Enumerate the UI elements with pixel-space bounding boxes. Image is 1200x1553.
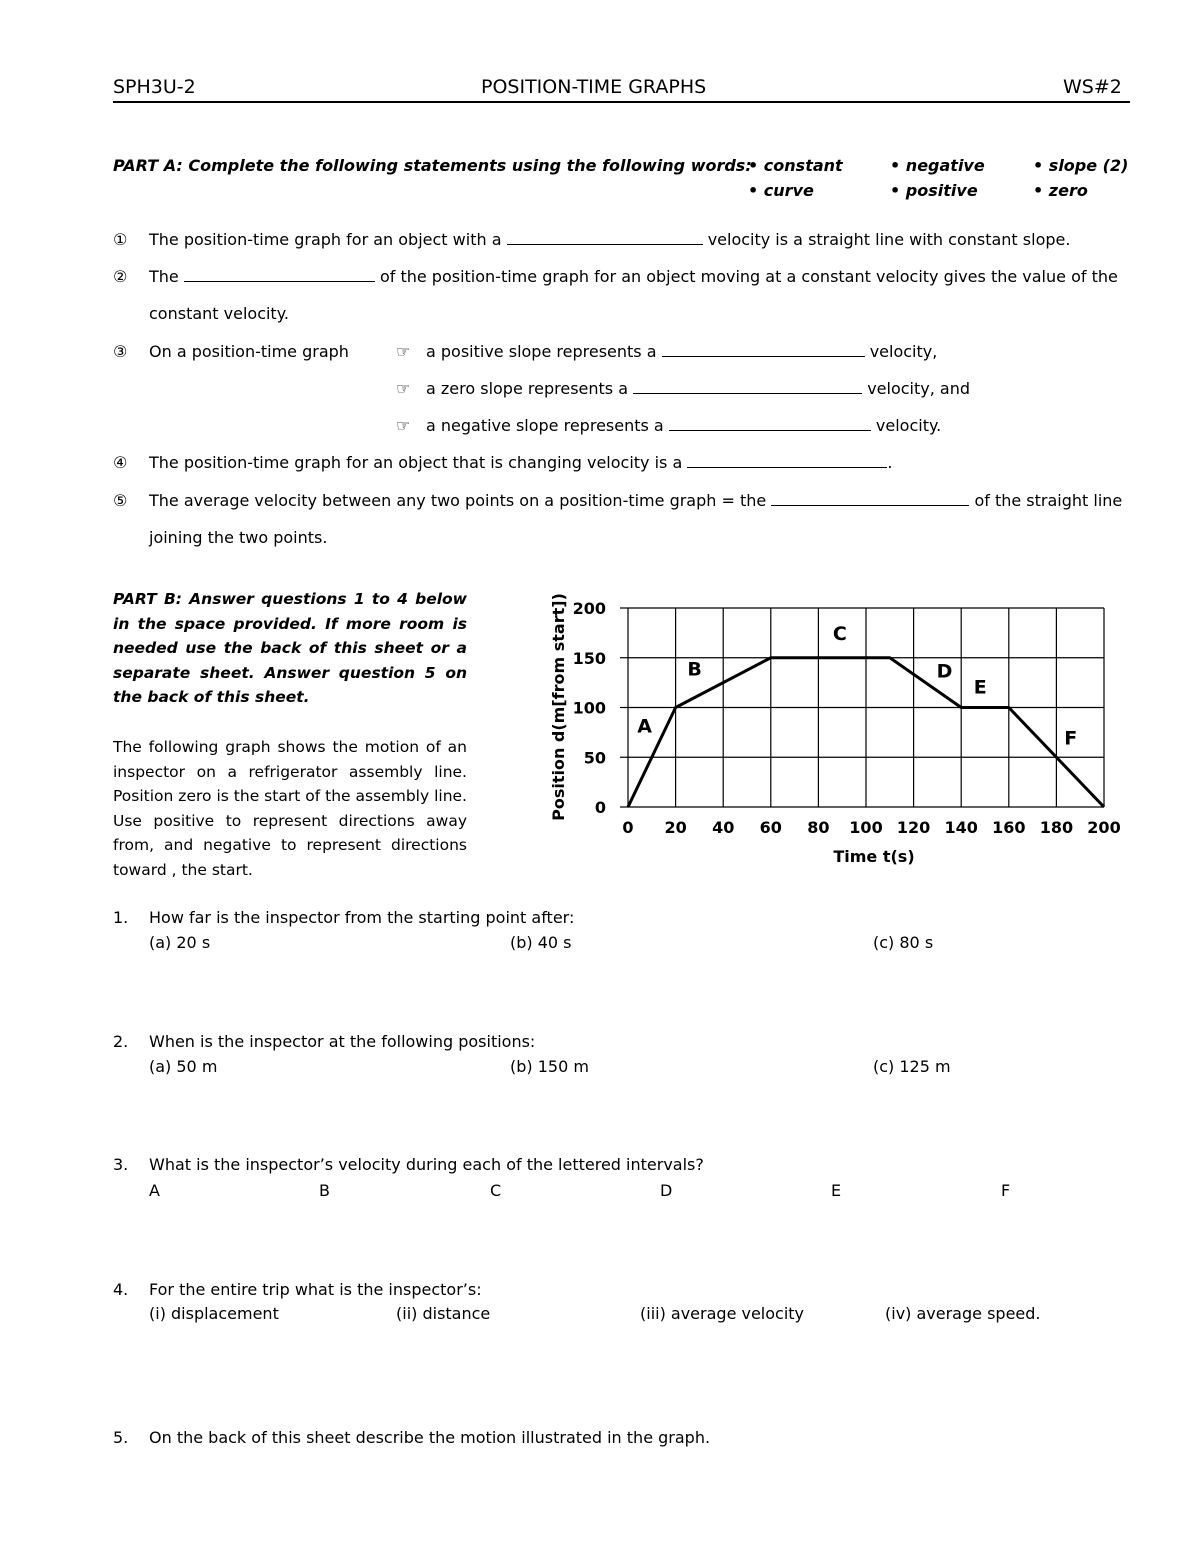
statement-1 xyxy=(149,230,1070,249)
pointing-hand-icon: ☞ xyxy=(396,379,411,398)
answer-blank-3c[interactable] xyxy=(669,416,871,431)
pointing-hand-icon: ☞ xyxy=(396,342,411,361)
graph-description: The following graph shows the motion of an inspector on a refrigerator assembly line. Position zero is the start of the assembly line. Use positive to represent directions away from, and negative to represent directions toward , the start. xyxy=(113,738,467,879)
position-time-graph xyxy=(540,590,1140,880)
question-3-interval-d: D xyxy=(660,1181,673,1200)
header-rule xyxy=(113,101,1130,103)
statement-3-line-1-text-a: a positive slope represents a xyxy=(426,342,657,361)
answer-blank-4[interactable] xyxy=(687,453,887,468)
statement-4 xyxy=(149,453,892,472)
statement-3-label: On a position-time graph xyxy=(149,342,349,361)
x-tick-label: 140 xyxy=(944,818,978,837)
question-2-part-c: (c) 125 m xyxy=(873,1057,951,1076)
question-2-number: 2. xyxy=(113,1032,129,1051)
pointing-hand-icon: ☞ xyxy=(396,416,411,435)
interval-label-d: D xyxy=(936,660,953,683)
y-tick-label: 50 xyxy=(583,748,606,768)
answer-blank-3a[interactable] xyxy=(662,342,865,357)
statement-3-line-1 xyxy=(426,342,937,361)
question-4-part-ii: (ii) distance xyxy=(396,1304,491,1323)
answer-blank-5[interactable] xyxy=(771,491,969,506)
statement-3-line-3-text-a: a negative slope represents a xyxy=(426,416,664,435)
statement-4-text-b: . xyxy=(887,453,893,472)
question-1-part-a: (a) 20 s xyxy=(149,933,211,952)
question-3-interval-e: E xyxy=(831,1181,842,1200)
statement-4-number: ④ xyxy=(113,453,128,472)
x-tick-label: 80 xyxy=(807,818,830,837)
course-code: SPH3U-2 xyxy=(113,76,196,98)
interval-label-b: B xyxy=(687,658,702,681)
worksheet-number: WS#2 xyxy=(1063,76,1122,98)
y-tick-label: 200 xyxy=(572,599,606,618)
question-3-number: 3. xyxy=(113,1155,129,1174)
x-tick-label: 160 xyxy=(992,818,1026,837)
question-5-number: 5. xyxy=(113,1428,129,1447)
x-tick-label: 0 xyxy=(622,818,634,837)
interval-label-f: F xyxy=(1064,727,1078,750)
statement-4-text-a: The position-time graph for an object that is changing velocity is a xyxy=(149,453,683,472)
statement-5-text-b: of the straight line xyxy=(974,491,1123,510)
part-b-intro: PART B: Answer questions 1 to 4 below in the space provided. If more room is needed use the back of this sheet or a separate sheet. Answer question 5 on the back of this sheet. xyxy=(113,590,467,706)
interval-label-a: A xyxy=(637,715,653,738)
statement-2-text-b: of the position-time graph for an object moving at a constant velocity gives the value of the xyxy=(379,267,1118,286)
y-tick-label: 0 xyxy=(594,798,606,817)
statement-3-line-2-text-b: velocity, and xyxy=(867,379,971,398)
x-tick-label: 200 xyxy=(1087,818,1121,837)
statement-2-text-c: constant velocity. xyxy=(149,304,289,323)
question-3-interval-a: A xyxy=(149,1181,160,1200)
question-1-number: 1. xyxy=(113,908,129,927)
question-4-part-i: (i) displacement xyxy=(149,1304,279,1323)
word-zero: • zero xyxy=(1033,181,1088,200)
answer-blank-2[interactable] xyxy=(184,267,375,282)
statement-3-line-2 xyxy=(426,379,970,398)
statement-2-number: ② xyxy=(113,267,128,286)
x-tick-label: 40 xyxy=(712,818,735,837)
statement-3-line-3 xyxy=(426,416,941,435)
question-4-number: 4. xyxy=(113,1280,129,1299)
statement-2 xyxy=(149,267,1118,286)
x-tick-label: 20 xyxy=(664,818,687,837)
statement-3-line-1-text-b: velocity, xyxy=(869,342,938,361)
y-tick-label: 150 xyxy=(572,648,606,668)
x-tick-label: 100 xyxy=(849,818,883,837)
word-negative: • negative xyxy=(890,156,985,175)
question-4-part-iii: (iii) average velocity xyxy=(640,1304,805,1323)
question-1-part-b: (b) 40 s xyxy=(510,933,572,952)
question-2-part-b: (b) 150 m xyxy=(510,1057,589,1076)
question-3-interval-c: C xyxy=(490,1181,502,1200)
statement-5-text-a: The average velocity between any two points on a position-time graph = the xyxy=(149,491,767,510)
statement-3-line-3-text-b: velocity. xyxy=(875,416,942,435)
answer-blank-1[interactable] xyxy=(507,230,703,245)
statement-1-text-b: velocity is a straight line with constant slope. xyxy=(707,230,1071,249)
statement-1-number: ① xyxy=(113,230,128,249)
question-1-part-c: (c) 80 s xyxy=(873,933,934,952)
statement-5-text-c: joining the two points. xyxy=(149,528,328,547)
question-5-text: On the back of this sheet describe the motion illustrated in the graph. xyxy=(149,1428,711,1447)
page-title: POSITION-TIME GRAPHS xyxy=(481,76,707,98)
question-3-interval-f: F xyxy=(1001,1181,1011,1200)
question-2-part-a: (a) 50 m xyxy=(149,1057,218,1076)
question-3-interval-b: B xyxy=(319,1181,330,1200)
statement-5-number: ⑤ xyxy=(113,491,128,510)
word-curve: • curve xyxy=(748,181,814,200)
x-axis-label: Time t(s) xyxy=(833,847,915,866)
statement-3-number: ③ xyxy=(113,342,128,361)
y-tick-label: 100 xyxy=(572,698,606,718)
interval-label-c: C xyxy=(832,622,847,645)
x-tick-label: 120 xyxy=(896,818,931,837)
word-constant: • constant xyxy=(748,156,843,175)
x-tick-label: 60 xyxy=(759,818,782,837)
question-3-text: What is the inspector’s velocity during each of the lettered intervals? xyxy=(149,1155,704,1174)
word-positive: • positive xyxy=(890,181,978,200)
word-slope: • slope (2) xyxy=(1033,156,1129,175)
question-1-text: How far is the inspector from the starting point after: xyxy=(149,908,575,927)
statement-1-text-a: The position-time graph for an object with a xyxy=(149,230,502,249)
statement-5 xyxy=(149,491,1122,510)
question-4-text: For the entire trip what is the inspector’s: xyxy=(149,1280,482,1299)
x-tick-label: 180 xyxy=(1039,818,1074,837)
question-2-text: When is the inspector at the following positions: xyxy=(149,1032,536,1051)
y-axis-label: Position d(m[from start]) xyxy=(549,593,568,821)
interval-label-e: E xyxy=(973,676,987,699)
statement-2-text-a: The xyxy=(149,267,179,286)
part-a-intro: PART A: Complete the following statements using the following words: xyxy=(113,156,752,175)
question-4-part-iv: (iv) average speed. xyxy=(885,1304,1041,1323)
statement-3-line-2-text-a: a zero slope represents a xyxy=(426,379,629,398)
answer-blank-3b[interactable] xyxy=(633,379,862,394)
